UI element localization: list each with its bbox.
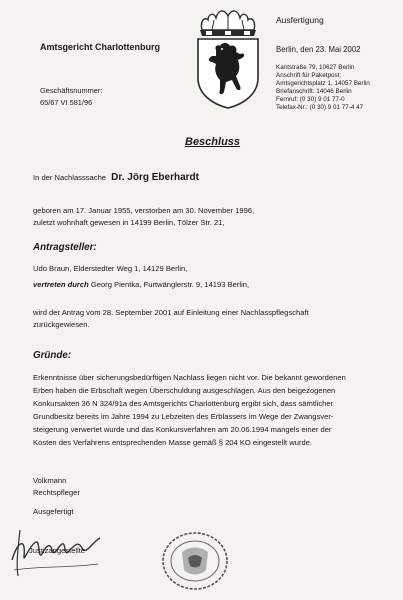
deceased-line: zuletzt wohnhaft gewesen in 14199 Berlin, Tölzer Str. 21, — [33, 218, 225, 228]
clerk-label: Justizangestellte — [29, 546, 86, 555]
address-line: Amtsgerichtsplatz 1, 14057 Berlin — [276, 80, 370, 87]
deceased-line: geboren am 17. Januar 1955, verstorben am 30. November 1996, — [33, 206, 255, 215]
subject-line — [33, 172, 199, 183]
address-line: Telefax-Nr.: (0 30) 9 01 77-4 47 — [276, 104, 364, 111]
signatory-block — [33, 475, 80, 500]
reasons-line: Kosten des Verfahrens entsprechenden Masse gemäß § 204 KO eingestellt wurde. — [33, 438, 313, 447]
reasons-text — [33, 371, 399, 449]
deceased-details — [33, 205, 254, 230]
berlin-coat-of-arms-icon — [192, 6, 264, 110]
applicant-heading: Antragsteller: — [33, 242, 97, 253]
reasons-heading: Gründe: — [33, 350, 72, 361]
reasons-line: steigerung verwertet wurde und das Konkursverfahren am 20.06.1994 mangels einer der — [33, 425, 332, 434]
applicant-line: Udo Braun, Elderstedter Weg 1, 14129 Berlin, — [33, 264, 188, 273]
place-date: Berlin, den 23. Mai 2002 — [276, 45, 361, 54]
case-number: 65/67 VI 581/96 — [40, 98, 93, 107]
address-line: Fernruf: (0 30) 9 01 77-0 — [276, 96, 345, 103]
court-address-block — [276, 64, 400, 112]
reasons-line: Erben haben die Erbschaft wegen Überschuldung ausgeschlagen. Aus den beigezogenen — [33, 386, 336, 395]
decision-line: wird der Antrag vom 28. September 2001 auf Einleitung einer Nachlasspflegschaft — [33, 308, 309, 317]
reasons-line: Erkenntnisse über sicherungsbedürftigen Nachlass liegen nicht vor. Die bekannt gewordenen — [33, 373, 346, 382]
represented-label: vertreten durch — [33, 280, 89, 290]
reasons-line: Grundbesitz bereits im Jahre 1994 zu Lebzeiten des Erblassers im Wege der Zwangsver- — [33, 412, 334, 421]
signatory-name: Volkmann — [33, 476, 67, 485]
certified-label: Ausgefertigt — [33, 507, 74, 516]
official-stamp — [160, 530, 230, 592]
address-line: Anschrift für Paketpost: — [276, 72, 342, 79]
court-name: Amtsgericht Charlottenburg — [40, 42, 161, 52]
address-line: Briefanschrift: 14046 Berlin — [276, 88, 352, 95]
decision-text — [33, 307, 309, 332]
subject-prefix: In der Nachlasssache — [33, 173, 107, 182]
document-title: Beschluss — [185, 136, 241, 148]
ausfertigung-label: Ausfertigung — [276, 15, 324, 25]
signatory-role: Rechtspfleger — [33, 488, 80, 498]
decision-line: zurückgewiesen. — [33, 320, 90, 330]
representative-line — [33, 279, 249, 291]
case-number-label: Geschäftsnummer: — [40, 86, 103, 95]
representative-text: Georg Pientka, Furtwänglerstr. 9, 14193 Berlin, — [88, 280, 250, 290]
applicant-block — [33, 263, 249, 292]
deceased-name: Dr. Jörg Eberhardt — [111, 172, 199, 183]
address-line: Kantstraße 79, 10627 Berlin — [276, 64, 355, 71]
reasons-line: Konkursakten 36 N 324/91a des Amtsgerichts Charlottenburg ergibt sich, dass sämtlicher — [33, 399, 334, 408]
